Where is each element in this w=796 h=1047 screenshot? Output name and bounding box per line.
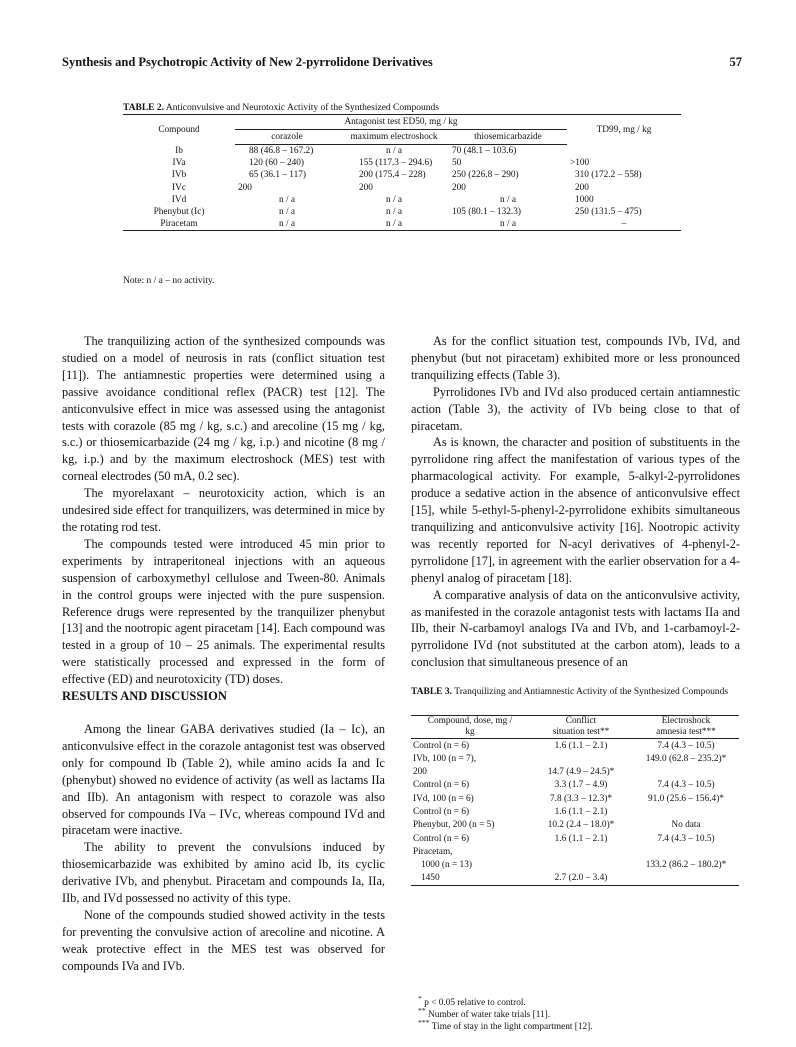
table-cell — [567, 145, 681, 158]
paragraph: Pyrrolidones IVb and IVd also produced certain antiamnestic action (Table 3), the activity of IVb being close to that of piracetam. — [411, 384, 740, 433]
table-cell: n / a — [339, 218, 449, 231]
table-cell: 1000 (n = 13) — [421, 860, 472, 871]
table2-header-td: TD99, mg / kg — [567, 115, 681, 145]
table-cell: Piracetam — [123, 218, 235, 231]
table-cell: 14.7 (4.9 – 24.5)* — [547, 767, 615, 778]
table2-caption-label: TABLE 2. — [123, 103, 165, 113]
table-cell: 1.6 (1.1 – 2.1) — [554, 833, 608, 844]
table-cell: 120 (60 – 240) — [249, 158, 305, 169]
table2-note: Note: n / a – no activity. — [123, 276, 215, 286]
table-cell: 200 (175.4 – 228) — [359, 170, 426, 181]
table-row — [411, 832, 739, 845]
table-cell: IVd, 100 (n = 6) — [413, 793, 474, 804]
table-cell: Control (n = 6) — [413, 807, 470, 817]
table2-header-corazole: corazole — [235, 130, 339, 145]
table3-caption-label: TABLE 3. — [411, 687, 453, 697]
table-cell: 155 (117.3 – 294.6) — [359, 158, 433, 169]
table-cell — [633, 766, 739, 779]
table-cell: 200 — [359, 182, 373, 193]
table-cell: n / a — [499, 194, 516, 205]
table-cell: 200 — [575, 182, 589, 193]
table-row — [123, 157, 681, 169]
table2-caption-text: Anticonvulsive and Neurotoxic Activity of the Synthesized Compounds — [165, 103, 439, 113]
table-cell — [529, 845, 633, 858]
table-cell: 105 (80.1 – 132.3) — [452, 207, 521, 218]
table-cell: Ib — [175, 145, 183, 156]
table-cell — [633, 872, 739, 886]
table-cell: Phenybut, 200 (n = 5) — [413, 820, 495, 831]
table-row — [411, 766, 739, 779]
table-cell: 10.2 (2.4 – 18.0)* — [547, 820, 615, 831]
table-row — [411, 752, 739, 765]
table-cell: 1450 — [411, 872, 529, 886]
paragraph: The myorelaxant – neurotoxicity action, which is an undesired side effect for tranquilizers, was determined in mice by the rotating rod test. — [62, 486, 385, 534]
table-cell: Control (n = 6) — [413, 740, 470, 751]
table2-caption — [123, 103, 439, 113]
table3-header-conflict: Conflict situation test** — [529, 716, 633, 739]
table-cell: 200 — [238, 182, 252, 193]
table-row — [411, 779, 739, 792]
footnote-text: Time of stay in the light compartment [12]. — [431, 1022, 593, 1033]
table-cell: 1.6 (1.1 – 2.1) — [554, 807, 608, 817]
table2-header-thiosemicarbazide: thiosemicarbazide — [449, 130, 567, 145]
table-cell: Piracetam, — [413, 846, 453, 857]
table-cell: 50 — [452, 158, 462, 169]
table3-caption — [411, 687, 741, 698]
table-row — [411, 859, 739, 872]
running-title: Synthesis and Psychotropic Activity of New 2-pyrrolidone Derivatives — [62, 55, 433, 69]
table-cell — [529, 752, 633, 765]
table-cell: 133.2 (86.2 – 180.2)* — [645, 860, 727, 871]
table3-header-compound: Compound, dose, mg / kg — [411, 716, 529, 739]
table-cell: n / a — [278, 194, 295, 205]
table2-header-antagonist: Antagonist test ED50, mg / kg — [235, 115, 567, 130]
table-row — [123, 182, 681, 194]
section-heading: RESULTS AND DISCUSSION — [62, 689, 227, 703]
table-cell: 250 (131.5 – 475) — [575, 207, 642, 218]
table-row — [123, 218, 681, 231]
table-cell: 2.7 (2.0 – 3.4) — [529, 872, 633, 886]
table-cell: 200 — [452, 182, 466, 193]
footnote-text: p < 0.05 relative to control. — [424, 998, 526, 1009]
left-column-results — [62, 721, 385, 975]
table-cell — [633, 805, 739, 818]
table2-header-mes: maximum electroshock — [339, 130, 449, 145]
table-cell: 1000 — [575, 194, 594, 205]
paragraph: The tranquilizing action of the synthesized compounds was studied on a model of neurosis in rats (conflict situation test [11]). The antiamnestic properties were determined using a passive avoidance conditional reflex (PACR) test [12]. The anticonvulsive effect in mice was assessed using the antagonist tests with corazole (85 mg / kg, s.c.) and arecoline (15 mg / kg, s.c.) or thiosemicarbazide (24 mg / kg, i.p.) and nicotine (8 mg / kg, i.p.) and by the maximum electroshock (MES) test with corneal electrodes (50 mA, 0.2 sec). — [62, 334, 385, 484]
paragraph: Among the linear GABA derivatives studied (Ia – Ic), an anticonvulsive effect in the corazole antagonist test was observed only for compound Ib (Table 2), while amino acids Ia and Ic (phenybut) showed no evidence of activity (as well as lactams IIa and IIb). An antagonism with respect to corazole was also observed for compounds IVa – IVc, whereas compound IVd and piracetam were inactive. — [62, 722, 385, 838]
table-cell: >100 — [570, 158, 590, 169]
table-cell: Control (n = 6) — [413, 780, 470, 791]
table-cell: IVa — [172, 158, 186, 169]
table-cell: 1.6 (1.1 – 2.1) — [554, 740, 608, 751]
table-cell: IVb, 100 (n = 7), — [413, 753, 477, 764]
table-cell: 91.0 (25.6 – 156.4)* — [648, 793, 724, 804]
table3-footnote — [418, 1017, 593, 1033]
left-column-methods — [62, 333, 385, 688]
table-cell: n / a — [278, 207, 295, 218]
footnote-mark: *** — [418, 1018, 430, 1027]
table-row — [123, 194, 681, 206]
table-cell: 7.4 (4.3 – 10.5) — [657, 780, 715, 791]
table2 — [123, 114, 681, 231]
table-cell — [633, 845, 739, 858]
footnote-mark: * — [418, 994, 422, 1003]
paragraph: As is known, the character and position of substituents in the pyrrolidone ring affect the manifestation of various types of the pharmacological activity. For example, 5-alkyl-2-pyrrolidones produce a sedative action in the absence of anticonvulsive effect [15], while 5-ethyl-5-phenyl-2-pyrrolidone exhibits simultaneous tranquilizing and anticonvulsive activity [16]. Nootropic activity was recently reported for N-acyl derivatives of 4-phenyl-2-pyrrolidone [17], in agreement with the earlier observation for a 4-phenyl analog of piracetam [18]. — [411, 435, 740, 585]
paragraph: A comparative analysis of data on the anticonvulsive activity, as manifested in the corazole antagonist tests with lactams IIa and IIb, their N-carbamoyl analogs IVa and IVb, and 1-carbamoyl-2-pyrrolidone IVd (not substituted at the carbon atom), leads to a conclusion that simultaneous presence of an — [411, 587, 740, 670]
table-cell: 7.8 (3.3 – 12.3)* — [550, 793, 612, 804]
table-row — [123, 169, 681, 181]
table3-caption-text: Tranquilizing and Antiamnestic Activity of the Synthesized Compounds — [454, 687, 729, 697]
table-row — [411, 739, 739, 753]
table-cell: 70 (48.1 – 103.6) — [452, 146, 517, 157]
table-cell: IVb — [171, 170, 187, 181]
table3-header-electroshock: Electroshock amnesia test*** — [633, 716, 739, 739]
page-number: 57 — [729, 55, 742, 69]
table3 — [411, 715, 739, 886]
table-cell: n / a — [385, 194, 402, 205]
table-row — [411, 805, 739, 818]
table-row — [411, 845, 739, 858]
table2-header-compound: Compound — [123, 115, 235, 145]
paragraph: As for the conflict situation test, compounds IVb, IVd, and phenybut (but not piracetam) exhibited more or less pronounced tranquilizing effects (Table 3). — [411, 334, 740, 382]
table-cell — [529, 859, 633, 872]
table-cell: Control (n = 6) — [413, 833, 470, 844]
table-row — [411, 819, 739, 832]
footnote-mark: ** — [418, 1006, 426, 1015]
table-row — [411, 792, 739, 805]
table-cell: 7.4 (4.3 – 10.5) — [657, 833, 715, 844]
paragraph: The compounds tested were introduced 45 min prior to experiments by intraperitoneal injections with an aqueous suspension of carboxymethyl cellulose and Tween-80. Animals in the control groups were injected with the pure suspension. Reference drugs were represented by the tranquilizer phenybut [13] and the nootropic agent piracetam [14]. Each compound was tested in a group of 10 – 25 animals. The experimental results were statistically processed and expressed in the form of effective (ED) and neurotoxicity (TD) doses. — [62, 536, 385, 687]
table-cell: 149.0 (62.8 – 235.2)* — [645, 753, 727, 764]
table-row — [411, 872, 739, 886]
running-head — [62, 55, 742, 70]
table-cell: n / a — [235, 218, 339, 231]
table-cell: n / a — [385, 207, 402, 218]
table-cell: 7.4 (4.3 – 10.5) — [657, 740, 715, 751]
right-column-text — [411, 333, 740, 671]
table-cell: 88 (46.8 – 167.2) — [249, 146, 314, 157]
table-cell: No data — [671, 820, 701, 831]
table-row — [123, 206, 681, 218]
paragraph: None of the compounds studied showed activity in the tests for preventing the convulsive action of arecoline and nicotine. A weak protective effect in the MES test was observed for compounds IVa and IVb. — [62, 907, 385, 973]
table-cell: 65 (36.1 – 117) — [249, 170, 306, 181]
table-cell: – — [567, 218, 681, 231]
table-cell: 200 — [413, 767, 427, 778]
paragraph: The ability to prevent the convulsions induced by thiosemicarbazide was exhibited by amino acid Ib, its cyclic derivative IVb, and phenybut. Piracetam and compounds Ia, IIa, IIb, and IVd possessed no activity of this type. — [62, 840, 385, 906]
table-cell: IVd — [171, 194, 187, 205]
table-cell: 250 (226.8 – 290) — [452, 170, 519, 181]
table-cell: n / a — [449, 218, 567, 231]
table-cell: n / a — [385, 146, 402, 157]
table-cell: Phenybut (Ic) — [153, 207, 205, 218]
table-cell: IVc — [172, 182, 186, 193]
table-cell: 3.3 (1.7 – 4.9) — [554, 780, 608, 791]
footnote-text: Number of water take trials [11]. — [428, 1010, 551, 1021]
table-cell: 310 (172.2 – 558) — [575, 170, 642, 181]
table-row — [123, 145, 681, 158]
